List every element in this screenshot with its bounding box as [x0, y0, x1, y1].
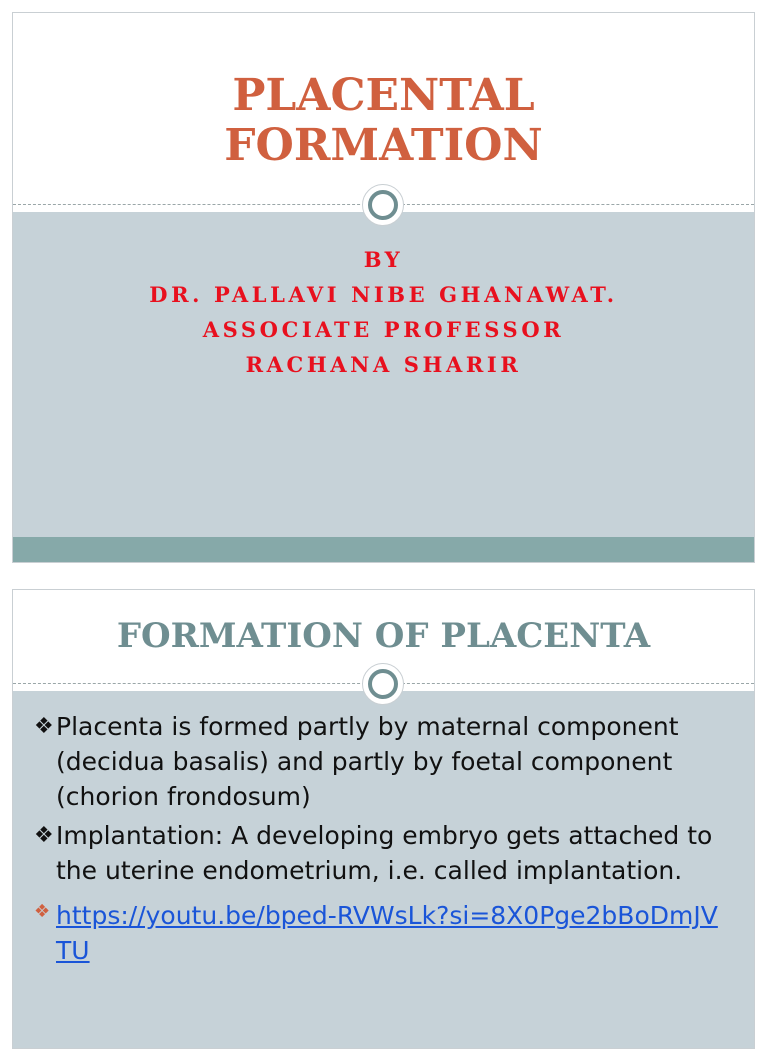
bottom-band [13, 537, 754, 563]
title-area [13, 13, 754, 205]
diamond-bullet-icon: ❖ [34, 901, 51, 922]
author-line-position: ASSOCIATE PROFESSOR [202, 317, 565, 342]
list-item [34, 898, 728, 968]
list-item [34, 818, 728, 888]
slide-title [13, 71, 754, 171]
slide-title-line-1: PLACENTAL [232, 70, 535, 121]
slide-heading: FORMATION OF PLACENTA [116, 616, 651, 656]
ring-ornament-icon [362, 184, 404, 226]
diamond-bullet-icon: ❖ [34, 823, 54, 848]
author-block [13, 242, 754, 382]
title-slide [12, 12, 755, 563]
author-line-by: BY [363, 247, 404, 272]
ring-ornament-icon [362, 663, 404, 705]
bullet-text: Placenta is formed partly by maternal component (decidua basalis) and partly by foetal component (chorion frondosum) [56, 712, 679, 811]
bullet-list [34, 709, 728, 972]
list-item [34, 709, 728, 814]
author-line-department: RACHANA SHARIR [245, 352, 522, 377]
author-line-name: DR. PALLAVI NIBE GHANAWAT. [149, 282, 618, 307]
video-link[interactable]: https://youtu.be/bped-RVWsLk?si=8X0Pge2bBoDmJVTU [56, 901, 718, 965]
slide-title-line-2: FORMATION [224, 120, 543, 171]
diamond-bullet-icon: ❖ [34, 714, 54, 739]
bullet-text: Implantation: A developing embryo gets attached to the uterine endometrium, i.e. called implantation. [56, 821, 713, 885]
